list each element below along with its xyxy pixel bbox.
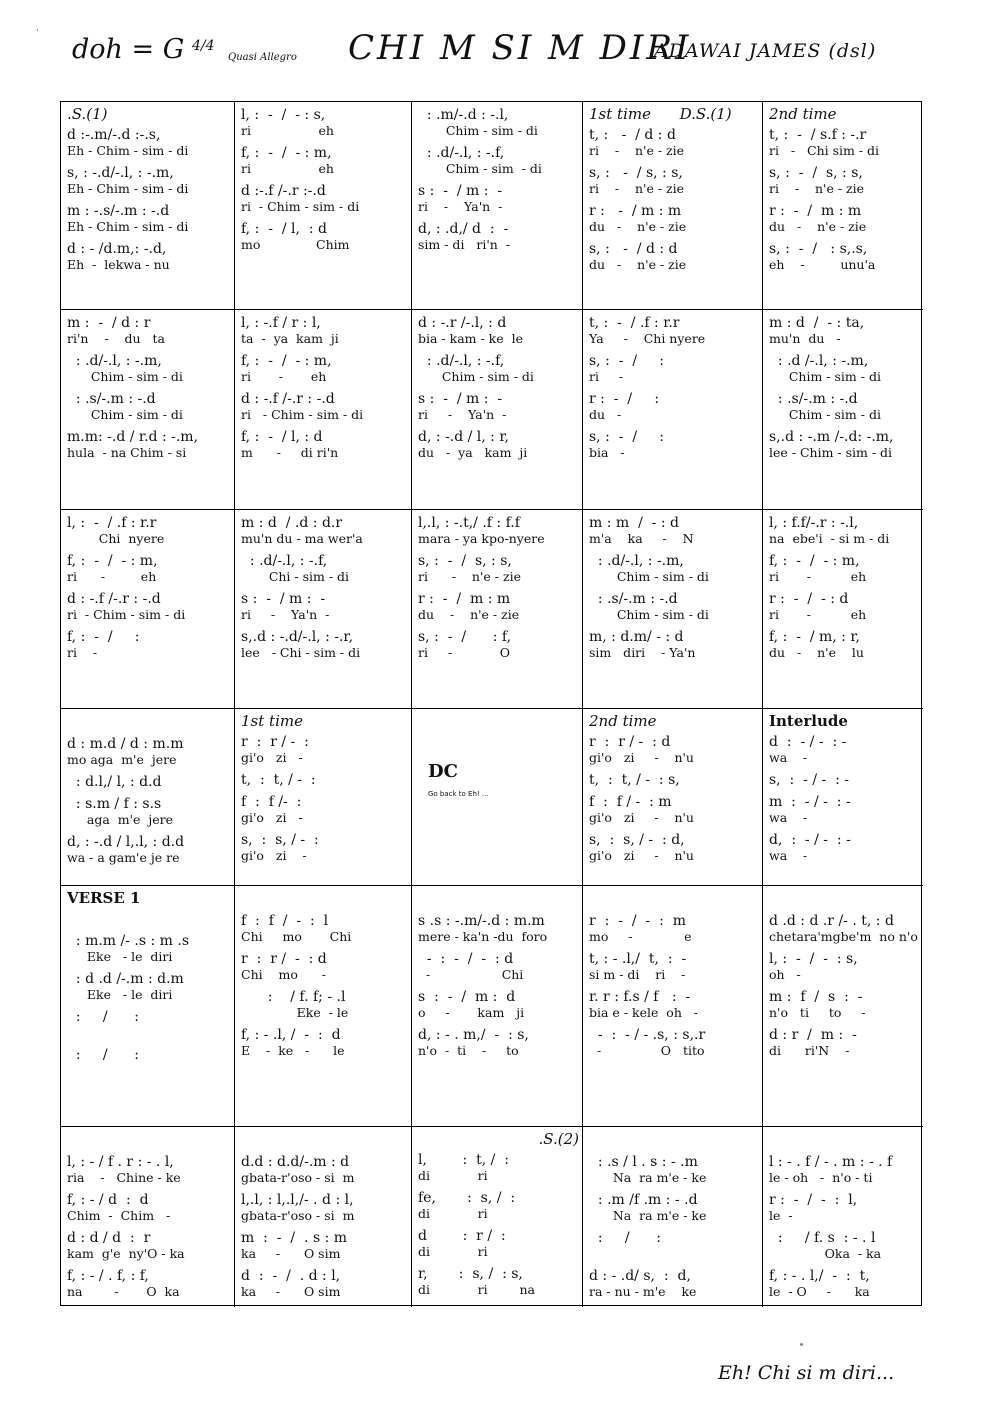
score-cell bbox=[763, 886, 923, 1127]
notation-line: s, : - / - : - bbox=[769, 772, 850, 788]
notation-line: : .m /f .m : - .d bbox=[589, 1192, 698, 1208]
notation-line bbox=[67, 711, 231, 733]
notation-line: s : - / m : d bbox=[418, 989, 516, 1005]
lyric-line: gi'o zi - bbox=[241, 810, 303, 825]
notation-line bbox=[241, 888, 408, 910]
lyric-line: lee - Chi - sim - di bbox=[241, 645, 361, 660]
notation-line: : / : bbox=[67, 1009, 140, 1025]
notation-line: d, : - / - : - bbox=[769, 832, 851, 848]
score-cell bbox=[583, 310, 763, 510]
lyric-line: ka - O sim bbox=[241, 1246, 341, 1261]
notation-line: m : d / - : ta, bbox=[769, 315, 865, 331]
lyric-line: n'o ti to - bbox=[769, 1005, 866, 1020]
notation-line bbox=[589, 888, 759, 910]
lyric-line: lee - Chim - sim - di bbox=[769, 445, 893, 460]
notation-line: m : f / s : - bbox=[769, 989, 863, 1005]
lyric-line: Eh - Chim - sim - di bbox=[67, 181, 189, 196]
notation-line: s : - / m : - bbox=[418, 391, 503, 407]
lyric-line: du - ya kam ji bbox=[418, 445, 528, 460]
score-cell bbox=[583, 886, 763, 1127]
lyric-line: gi'o zi - n'u bbox=[589, 810, 694, 825]
lyric-line: ri eh bbox=[241, 161, 334, 176]
notation-line bbox=[67, 908, 231, 930]
score-cell bbox=[763, 709, 923, 886]
lyric-line: Chi nyere bbox=[67, 531, 165, 546]
lyric-line: oh - bbox=[769, 967, 801, 982]
notation-line: : / : bbox=[67, 1047, 140, 1063]
lyric-line: ri - Ya'n - bbox=[418, 199, 503, 214]
lyric-line: wa - bbox=[769, 750, 808, 765]
section-heading: .S.(1) bbox=[67, 105, 108, 123]
notation-line: s, : - / d : d bbox=[589, 241, 678, 257]
lyric-line: ri - eh bbox=[67, 569, 157, 584]
notation-line: : m.m /- .s : m .s bbox=[67, 933, 190, 949]
lyric-line: m'a ka - N bbox=[589, 531, 694, 546]
lyric-line: bia - kam - ke le bbox=[418, 331, 523, 346]
lyric-line: hula - na Chim - si bbox=[67, 445, 187, 460]
lyric-line: ri - Ya'n - bbox=[241, 607, 330, 622]
notation-line: : / f. f; - .l bbox=[241, 989, 346, 1005]
lyric-line: Chim - sim - di bbox=[418, 161, 542, 176]
notation-line: m : - / d : r bbox=[67, 315, 151, 331]
notation-line: f, : - / - : m, bbox=[241, 145, 332, 161]
score-cell bbox=[235, 1127, 412, 1307]
notation-line: d : - .d/ s, : d, bbox=[589, 1268, 691, 1284]
notation-line: m, : d.m/ - : d bbox=[589, 629, 684, 645]
score-cell bbox=[763, 102, 923, 310]
notation-line: r : - / - : l, bbox=[769, 1192, 858, 1208]
notation-line bbox=[589, 1129, 759, 1151]
notation-line: : .d/-.l, : -.m, bbox=[67, 353, 162, 369]
score-cell bbox=[235, 886, 412, 1127]
lyric-line: chetara'mgbe'm no n'o bbox=[769, 929, 918, 944]
score-cell bbox=[235, 102, 412, 310]
lyric-line: Chim - sim - di bbox=[67, 369, 183, 384]
lyric-line: di ri bbox=[418, 1168, 488, 1183]
notation-line: s, : - / : s,.s, bbox=[769, 241, 868, 257]
da-capo-note: Go back to Eh! ... bbox=[428, 790, 489, 798]
lyric-line: - Chi bbox=[418, 967, 524, 982]
lyric-line: o - kam ji bbox=[418, 1005, 525, 1020]
score-cell bbox=[61, 102, 235, 310]
lyric-line: di ri na bbox=[418, 1282, 535, 1297]
lyric-line: kam g'e ny'O - ka bbox=[67, 1246, 185, 1261]
notation-line: d .d : d .r /- . t, : d bbox=[769, 913, 894, 929]
time-signature: 4/4 bbox=[192, 38, 215, 54]
notation-line: f, : - / : bbox=[67, 629, 140, 645]
lyric-line: aga m'e jere bbox=[67, 812, 173, 827]
notation-line: r : - / m : m bbox=[589, 203, 682, 219]
notation-line: d, : - . m,/ - : s, bbox=[418, 1027, 529, 1043]
lyric-line: Chi - sim - di bbox=[241, 569, 350, 584]
notation-line: : .s / l . s : - .m bbox=[589, 1154, 698, 1170]
lyric-line: Chim - sim - di bbox=[589, 569, 709, 584]
notation-line: : .d/-.l, : -.f, bbox=[418, 145, 505, 161]
lyric-line: si m - di ri - bbox=[589, 967, 686, 982]
lyric-line: Eh - lekwa - nu bbox=[67, 257, 170, 272]
notation-line: f : f /- : bbox=[241, 794, 302, 810]
lyric-line: ri - n'e - zie bbox=[418, 569, 521, 584]
notation-line: : .d/-.l, : -.m, bbox=[589, 553, 684, 569]
lyric-line: sim diri - Ya'n bbox=[589, 645, 696, 660]
notation-line: t, : t, / - : s, bbox=[589, 772, 680, 788]
lyric-line: ta - ya kam ji bbox=[241, 331, 339, 346]
lyric-line: mara - ya kpo-nyere bbox=[418, 531, 545, 546]
section-heading: Interlude bbox=[769, 712, 848, 730]
lyric-line: ri - Chi sim - di bbox=[769, 143, 880, 158]
notation-line: d, : -.d / l, : r, bbox=[418, 429, 509, 445]
notation-line: l, : - / f . r : - . l, bbox=[67, 1154, 174, 1170]
lyric-line: gi'o zi - n'u bbox=[589, 750, 694, 765]
notation-line: d :-.m/-.d :-.s, bbox=[67, 127, 161, 143]
score-cell bbox=[583, 709, 763, 886]
lyric-line: du - n'e lu bbox=[769, 645, 864, 660]
lyric-line: wa - bbox=[769, 810, 808, 825]
lyric-line: di ri'N - bbox=[769, 1043, 850, 1058]
lyric-line: Eh - Chim - sim - di bbox=[67, 143, 189, 158]
notation-line: d : - / . d : l, bbox=[241, 1268, 341, 1284]
notation-line: d : -.r /-.l, : d bbox=[418, 315, 507, 331]
notation-line: d : m.d / d : m.m bbox=[67, 736, 184, 752]
score-cell bbox=[412, 310, 583, 510]
lyric-line: ri - Ya'n - bbox=[418, 407, 507, 422]
notation-line: d.d : d.d/-.m : d bbox=[241, 1154, 350, 1170]
section-heading: 2nd time bbox=[589, 712, 657, 730]
lyric-line: n'o - ti - to bbox=[418, 1043, 519, 1058]
notation-line: l : - . f / - . m : - . f bbox=[769, 1154, 893, 1170]
lyric-line: mu'n du - ma wer'a bbox=[241, 531, 363, 546]
notation-line: l,.l, : -.t,/ .f : f.f bbox=[418, 515, 520, 531]
notation-line: : .s/-.m : -.d bbox=[67, 391, 156, 407]
notation-line: s, : s, / - : bbox=[241, 832, 319, 848]
notation-line: r : - / - : d bbox=[769, 591, 849, 607]
lyric-line: mo Chim bbox=[241, 237, 350, 252]
score-grid bbox=[60, 101, 922, 1306]
notation-line: t, : - / s.f : -.r bbox=[769, 127, 867, 143]
notation-line: : .s/-.m : -.d bbox=[589, 591, 678, 607]
lyric-line: ri eh bbox=[241, 123, 334, 138]
score-cell bbox=[412, 1127, 583, 1307]
notation-line: m : - / . s : m bbox=[241, 1230, 348, 1246]
lyric-line: ri - n'e - zie bbox=[589, 143, 685, 158]
lyric-line: Chim - sim - di bbox=[67, 407, 183, 422]
notation-line: s,.d : -.d/-.l, : -.r, bbox=[241, 629, 354, 645]
score-cell bbox=[61, 709, 235, 886]
lyric-line: du - n'e - zie bbox=[589, 219, 687, 234]
notation-line: f, : - / l, : d bbox=[241, 429, 323, 445]
lyric-line: ri - bbox=[589, 369, 624, 384]
lyric-line: m - di ri'n bbox=[241, 445, 339, 460]
notation-line: f : f / - : l bbox=[241, 913, 329, 929]
corner-mark: · bbox=[36, 26, 39, 36]
score-cell bbox=[583, 102, 763, 310]
notation-line: r, : s, / : s, bbox=[418, 1266, 523, 1282]
notation-line: r : r / - : d bbox=[241, 951, 327, 967]
lyric-line: Na ra m'e - ke bbox=[589, 1208, 707, 1223]
lyric-line: Chim - sim - di bbox=[418, 123, 538, 138]
lyric-line: di ri bbox=[418, 1206, 488, 1221]
notation-line: t, : - / d : d bbox=[589, 127, 676, 143]
lyric-line: ka - O sim bbox=[241, 1284, 341, 1299]
lyric-line: bia e - kele oh - bbox=[589, 1005, 699, 1020]
notation-line: f, : - / - : m, bbox=[769, 553, 860, 569]
score-cell bbox=[235, 310, 412, 510]
notation-line: s .s : -.m/-.d : m.m bbox=[418, 913, 545, 929]
notation-line: - : - / - : d bbox=[418, 951, 514, 967]
notation-line: : .d/-.l, : -.f, bbox=[418, 353, 505, 369]
lyric-line: le - oh - n'o - ti bbox=[769, 1170, 873, 1185]
lyric-line: gi'o zi - bbox=[241, 750, 303, 765]
lyric-line: Eh - Chim - sim - di bbox=[67, 219, 189, 234]
notation-line: r : - / m : m bbox=[769, 203, 862, 219]
lyric-line: le - bbox=[769, 1208, 793, 1223]
lyric-line: ri - O bbox=[418, 645, 510, 660]
lyric-line: ria - Chine - ke bbox=[67, 1170, 181, 1185]
score-cell bbox=[763, 310, 923, 510]
notation-line: s, : - / s, : s, bbox=[769, 165, 863, 181]
lyric-line: Na ra m'e - ke bbox=[589, 1170, 707, 1185]
lyric-line: mo aga m'e jere bbox=[67, 752, 177, 767]
lyric-line: gbata-r'oso - si m bbox=[241, 1208, 355, 1223]
lyric-line: Chim - sim - di bbox=[769, 407, 881, 422]
lyric-line: ri - Chim - sim - di bbox=[241, 199, 360, 214]
notation-line: f, : - / l, : d bbox=[241, 221, 327, 237]
notation-line: t, : - .l,/ t, : - bbox=[589, 951, 687, 967]
lyric-line: Ya - Chi nyere bbox=[589, 331, 706, 346]
notation-line: l,.l, : l,.l,/- . d : l, bbox=[241, 1192, 354, 1208]
lyric-line: Eke - le diri bbox=[67, 949, 173, 964]
lyric-line: mu'n du - bbox=[769, 331, 841, 346]
lyric-line: Chi mo Chi bbox=[241, 929, 352, 944]
notation-line: f, : - / m, : r, bbox=[769, 629, 860, 645]
notation-line: : / : bbox=[589, 1230, 662, 1246]
notation-line bbox=[241, 1129, 408, 1151]
notation-line: r : - / : bbox=[589, 391, 660, 407]
notation-line: l, : -.f / r : l, bbox=[241, 315, 321, 331]
notation-line: d : d / d : r bbox=[67, 1230, 151, 1246]
lyric-line: bia - bbox=[589, 445, 625, 460]
score-cell bbox=[61, 1127, 235, 1307]
notation-line: d, : .d,/ d : - bbox=[418, 221, 509, 237]
lyric-line: Chim - Chim - bbox=[67, 1208, 171, 1223]
lyric-line: eh - unu'a bbox=[769, 257, 876, 272]
notation-line: f, : - / d : d bbox=[67, 1192, 149, 1208]
notation-line: - : - / - .s, : s,.r bbox=[589, 1027, 706, 1043]
notation-line: f : f / - : m bbox=[589, 794, 672, 810]
lyric-line: mo - e bbox=[589, 929, 692, 944]
lyric-line: E - ke - le bbox=[241, 1043, 345, 1058]
key-signature: doh = G bbox=[72, 34, 185, 65]
notation-line: r : - / - : m bbox=[589, 913, 686, 929]
notation-line: m : d / .d : d.r bbox=[241, 515, 343, 531]
notation-line: d : - / - : - bbox=[769, 734, 847, 750]
notation-line: f, : - . l,/ - : t, bbox=[769, 1268, 870, 1284]
notation-line: t, : t, / - : bbox=[241, 772, 316, 788]
score-cell bbox=[61, 310, 235, 510]
notation-line bbox=[769, 1129, 920, 1151]
notation-line: r : r / - : d bbox=[589, 734, 671, 750]
lyric-line: - O tito bbox=[589, 1043, 705, 1058]
notation-line: f, : - / - : m, bbox=[67, 553, 158, 569]
lyric-line: du - n'e - zie bbox=[589, 257, 687, 272]
notation-line: l, : - / .f : r.r bbox=[67, 515, 157, 531]
section-heading: VERSE 1 bbox=[67, 889, 141, 907]
score-cell bbox=[412, 886, 583, 1127]
notation-line: s, : s, / - : d, bbox=[589, 832, 685, 848]
lyric-line: na - O ka bbox=[67, 1284, 180, 1299]
lyric-line: Chi mo - bbox=[241, 967, 326, 982]
notation-line: s, : - / : bbox=[589, 429, 665, 445]
notation-line bbox=[67, 1129, 231, 1151]
lyric-line: gbata-r'oso - si m bbox=[241, 1170, 355, 1185]
notation-line: d : r / : bbox=[418, 1228, 506, 1244]
lyric-line: na ebe'i - si m - di bbox=[769, 531, 890, 546]
notation-line: f, : - .l, / - : d bbox=[241, 1027, 341, 1043]
notation-line: f, : - / . f, : f, bbox=[67, 1268, 149, 1284]
section-heading: 1st time bbox=[241, 712, 303, 730]
notation-line: s, : - / : f, bbox=[418, 629, 512, 645]
notation-line: d : r / m : - bbox=[769, 1027, 857, 1043]
song-title: CHI M SI M DIRI bbox=[348, 28, 692, 68]
notation-line: s, : -.d/-.l, : -.m, bbox=[67, 165, 174, 181]
notation-line: s, : - / s, : s, bbox=[589, 165, 683, 181]
lyric-line: ri - Chim - sim - di bbox=[67, 607, 186, 622]
section-heading: 1st time D.S.(1) bbox=[589, 105, 732, 123]
notation-line: : .d /-.l, : -.m, bbox=[769, 353, 869, 369]
composer-name: ADAWAI JAMES (dsl) bbox=[654, 40, 877, 62]
notation-line: d : -.f /-.r : -.d bbox=[67, 591, 161, 607]
da-capo-label: DC bbox=[428, 761, 458, 782]
lyric-line: di ri bbox=[418, 1244, 488, 1259]
lyric-line: ra - nu - m'e ke bbox=[589, 1284, 697, 1299]
lyric-line: du - n'e - zie bbox=[769, 219, 867, 234]
lyric-line: ri - Chim - sim - di bbox=[241, 407, 364, 422]
notation-line: l, : t, / : bbox=[418, 1152, 510, 1168]
notation-line: m : m / - : d bbox=[589, 515, 679, 531]
notation-line: s : - / m : - bbox=[418, 183, 503, 199]
stray-mark bbox=[800, 1343, 803, 1346]
notation-line: s,.d : -.m /-.d: -.m, bbox=[769, 429, 894, 445]
lyric-line: mere - ka'n -du foro bbox=[418, 929, 548, 944]
notation-line: t, : - / .f : r.r bbox=[589, 315, 680, 331]
notation-line: d : -.f /-.r : -.d bbox=[241, 391, 335, 407]
notation-line: d : - /d.m,: -.d, bbox=[67, 241, 167, 257]
notation-line: s, : - / s, : s, bbox=[418, 553, 512, 569]
page-header bbox=[0, 0, 992, 95]
lyric-line: wa - a gam'e je re bbox=[67, 850, 180, 865]
score-cell bbox=[763, 1127, 923, 1307]
notation-line: : s.m / f : s.s bbox=[67, 796, 162, 812]
notation-line: : d.l,/ l, : d.d bbox=[67, 774, 162, 790]
lyric-line: sim - di ri'n - bbox=[418, 237, 510, 252]
score-cell bbox=[412, 102, 583, 310]
lyric-line: Oka - ka bbox=[769, 1246, 882, 1261]
lyric-line: le - O - ka bbox=[769, 1284, 870, 1299]
section-heading: 2nd time bbox=[769, 105, 837, 123]
notation-line: : / f. s : - . l bbox=[769, 1230, 876, 1246]
notation-line: : .s/-.m : -.d bbox=[769, 391, 858, 407]
tempo-marking: Quasi Allegro bbox=[228, 52, 297, 63]
notation-line: l, : f.f/-.r : -.l, bbox=[769, 515, 859, 531]
score-cell bbox=[235, 709, 412, 886]
score-cell bbox=[61, 510, 235, 709]
lyric-line: ri - eh bbox=[241, 369, 327, 384]
lyric-line: Eke - le bbox=[241, 1005, 349, 1020]
notation-line: d, : -.d / l,.l, : d.d bbox=[67, 834, 185, 850]
lyric-line: gi'o zi - n'u bbox=[589, 848, 694, 863]
score-cell bbox=[412, 510, 583, 709]
lyric-line: wa - bbox=[769, 848, 808, 863]
lyric-line: ri - bbox=[67, 645, 98, 660]
notation-line: : .m/-.d : -.l, bbox=[418, 107, 509, 123]
notation-line: l, : - / - : s, bbox=[241, 107, 326, 123]
lyric-line: du - n'e - zie bbox=[418, 607, 520, 622]
lyric-line: ri - eh bbox=[769, 569, 867, 584]
score-cell bbox=[583, 510, 763, 709]
lyric-line: ri - n'e - zie bbox=[769, 181, 865, 196]
score-cell bbox=[583, 1127, 763, 1307]
notation-line: l, : - / - : s, bbox=[769, 951, 858, 967]
lyric-line: gi'o zi - bbox=[241, 848, 307, 863]
notation-line: r : - / m : m bbox=[418, 591, 511, 607]
notation-line: : .d/-.l, : -.f, bbox=[241, 553, 328, 569]
lyric-line: du - bbox=[589, 407, 622, 422]
lyric-line: ri - eh bbox=[769, 607, 867, 622]
notation-line: s : - / m : - bbox=[241, 591, 326, 607]
notation-line bbox=[418, 888, 579, 910]
score-cell bbox=[235, 510, 412, 709]
notation-line: d :-.f /-.r :-.d bbox=[241, 183, 326, 199]
section-heading: .S.(2) bbox=[538, 1130, 579, 1148]
score-cell bbox=[412, 709, 583, 886]
notation-line: s, : - / : bbox=[589, 353, 665, 369]
notation-line: fe, : s, / : bbox=[418, 1190, 516, 1206]
notation-line: f, : - / - : m, bbox=[241, 353, 332, 369]
lyric-line: Chim - sim - di bbox=[769, 369, 881, 384]
lyric-line: ri - n'e - zie bbox=[589, 181, 685, 196]
lyric-line: Chim - sim - di bbox=[589, 607, 709, 622]
notation-line: m.m: -.d / r.d : -.m, bbox=[67, 429, 199, 445]
footer-note: Eh! Chi si m diri... bbox=[718, 1362, 895, 1384]
lyric-line: Chim - sim - di bbox=[418, 369, 534, 384]
notation-line: r : r / - : bbox=[241, 734, 309, 750]
score-cell bbox=[61, 886, 235, 1127]
lyric-line: Eke - le diri bbox=[67, 987, 173, 1002]
notation-line: m : - / - : - bbox=[769, 794, 851, 810]
lyric-line: ri'n - du ta bbox=[67, 331, 165, 346]
notation-line bbox=[769, 888, 920, 910]
notation-line: : d .d /-.m : d.m bbox=[67, 971, 184, 987]
notation-line: r. r : f.s / f : - bbox=[589, 989, 691, 1005]
score-cell bbox=[763, 510, 923, 709]
notation-line: m : -.s/-.m : -.d bbox=[67, 203, 170, 219]
